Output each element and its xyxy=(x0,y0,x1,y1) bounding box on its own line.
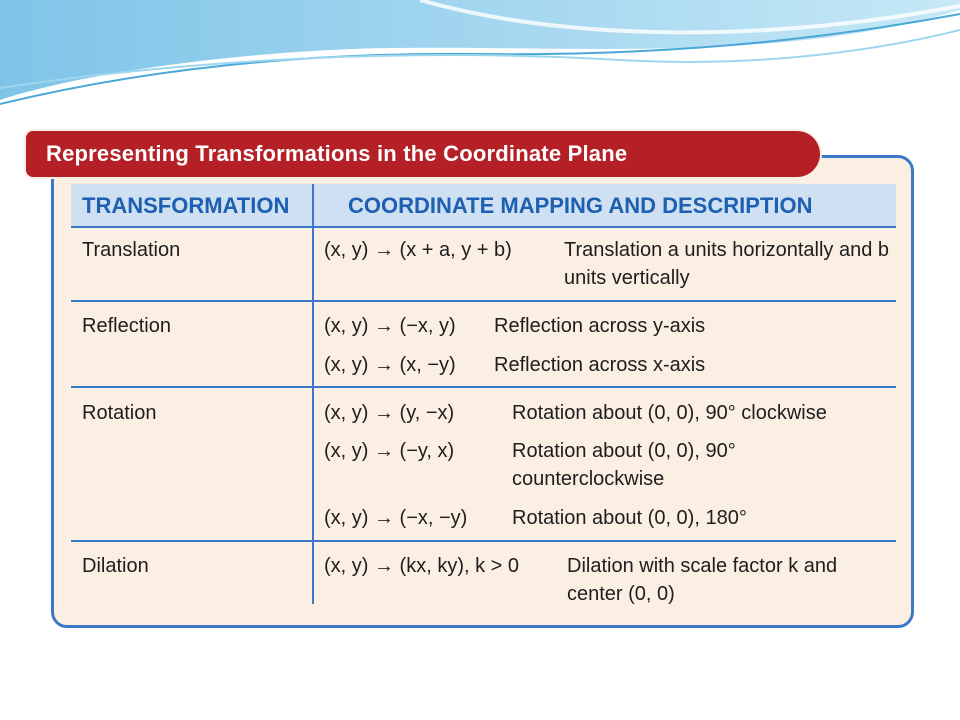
description-rotation-180: Rotation about (0, 0), 180° xyxy=(512,507,747,529)
mapping-translation: (x, y) → (x + a, y + b) xyxy=(324,239,512,261)
row-label-reflection: Reflection xyxy=(82,315,171,337)
column-header-mapping: COORDINATE MAPPING AND DESCRIPTION xyxy=(348,193,813,218)
description-reflection-y: Reflection across y-axis xyxy=(494,315,706,337)
row-label-translation: Translation xyxy=(82,239,181,261)
description-translation: Translation a units horizontally and b units vertically xyxy=(564,239,889,289)
mapping-reflection-x: (x, y) → (x, −y) xyxy=(324,354,456,376)
mapping-rotation-90ccw: (x, y) → (−y, x) xyxy=(324,440,455,462)
description-reflection-x: Reflection across x-axis xyxy=(494,354,706,376)
mapping-dilation: (x, y) → (kx, ky), k > 0 xyxy=(324,555,520,577)
description-dilation: Dilation with scale factor k and center (0, 0) xyxy=(567,555,838,605)
description-rotation-90ccw: Rotation about (0, 0), 90° counterclockwise xyxy=(512,440,736,490)
row-divider xyxy=(71,540,896,542)
mapping-reflection-y: (x, y) → (−x, y) xyxy=(324,315,456,337)
row-label-dilation: Dilation xyxy=(82,555,149,577)
header-divider xyxy=(71,226,896,228)
column-divider xyxy=(312,184,314,604)
mapping-rotation-90cw: (x, y) → (y, −x) xyxy=(324,402,455,424)
description-rotation-90cw: Rotation about (0, 0), 90° clockwise xyxy=(512,402,827,424)
column-header-transformation: TRANSFORMATION xyxy=(82,193,290,218)
mapping-rotation-180: (x, y) → (−x, −y) xyxy=(324,507,468,529)
row-divider xyxy=(71,300,896,302)
row-label-rotation: Rotation xyxy=(82,402,157,424)
row-divider xyxy=(71,386,896,388)
table-title: Representing Transformations in the Coordinate Plane xyxy=(46,141,628,166)
